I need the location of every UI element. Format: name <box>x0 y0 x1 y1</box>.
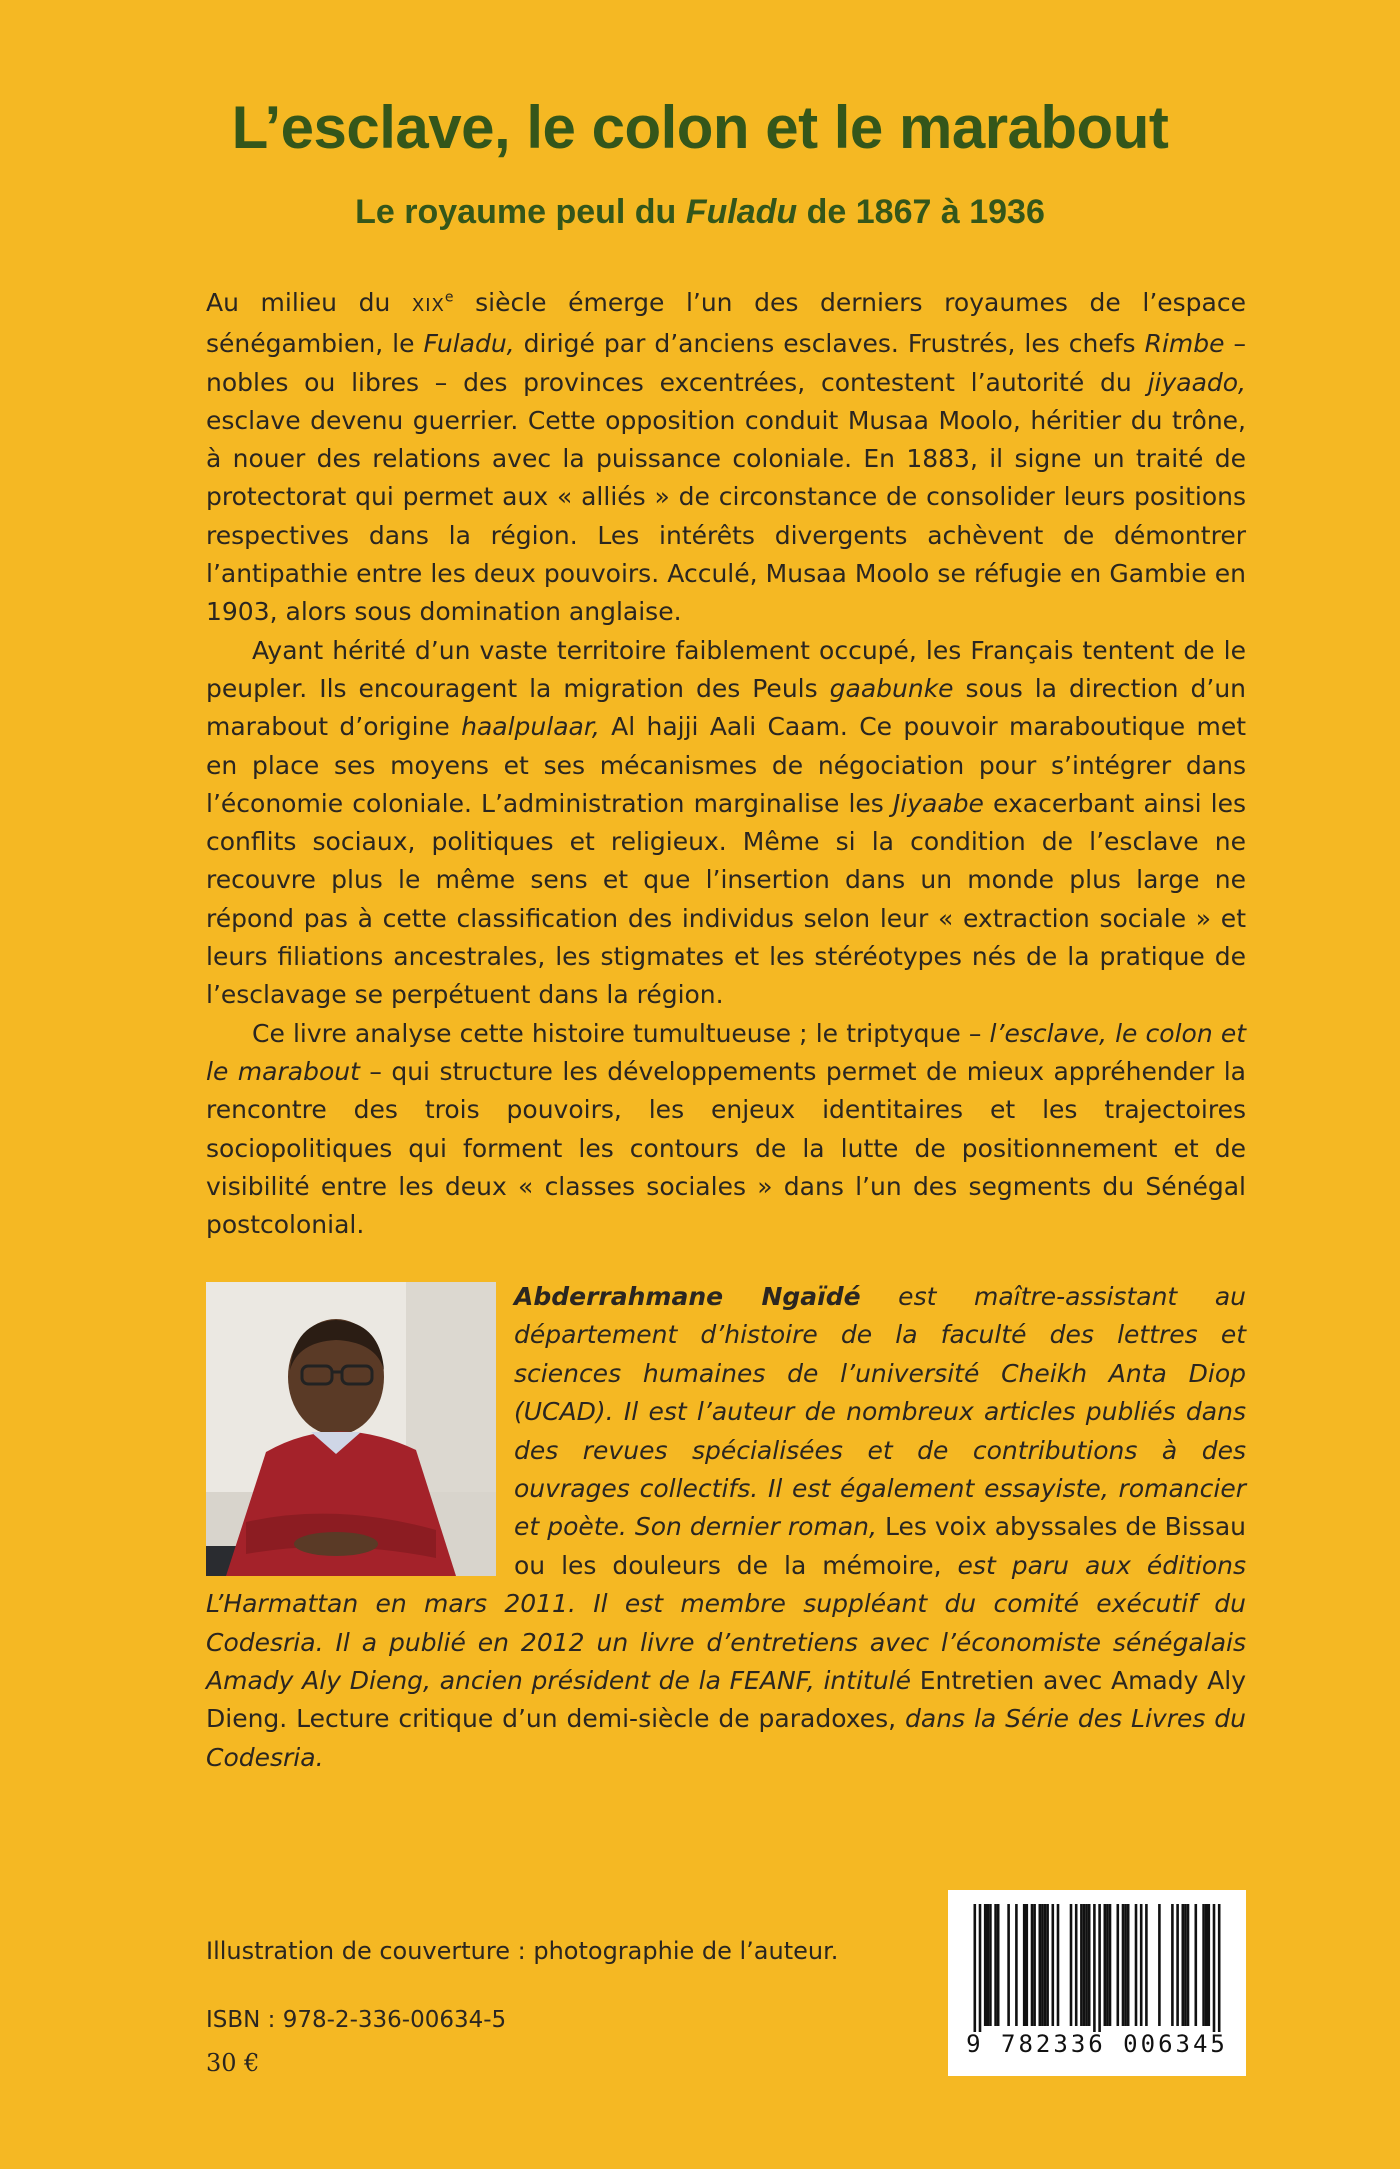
barcode-bar <box>1208 1904 1211 2026</box>
text-run: est maître-assistant au département d’histoire de la faculté des lettres et sciences humaines de l’université Cheikh Anta Diop (UCAD). Il est l’auteur de nombreux articles publiés dans des revues spécialisées et de contributions à des ouvrages collectifs. Il est également essayiste, romancier et poète. Son dernier roman, <box>514 1282 1246 1542</box>
barcode-bar <box>1218 1904 1221 2032</box>
text-run: Rimbe <box>1144 329 1225 359</box>
summary-paragraph <box>206 1015 1246 1245</box>
barcode-bar <box>1026 1904 1029 2026</box>
barcode-bar <box>1104 1904 1107 2026</box>
text-run: e <box>444 289 454 306</box>
text-run: est paru aux éditions L’Harmattan en mars 2011. Il est membre suppléant du comité exécutif du Codesria. Il a publié en 2012 un livre d’entretiens avec l’économiste sénégalais Amady Aly Dieng, ancien président de la FEANF, intitulé <box>206 1550 1246 1696</box>
barcode-bar <box>989 1904 992 2026</box>
author-section <box>206 1278 1246 1777</box>
barcode-bar <box>994 1904 997 2026</box>
barcode-bar <box>1122 1904 1125 2026</box>
text-run: siècle émerge l’un des derniers royaumes de l’espace sénégambien, le <box>206 288 1246 359</box>
text-run: esclave devenu guerrier. Cette opposition conduit Musaa Moolo, héritier du trône, à nouer des relations avec la puissance coloniale. En 1883, il signe un traité de protectorat qui permet aux « alliés » de circonstance de consolider leurs positions respectives dans la région. Les intérêts divergents achèvent de démontrer l’antipathie entre les deux pouvoirs. Acculé, Musaa Moolo se réfugie en Gambie en 1903, alors sous domination anglaise. <box>206 405 1246 627</box>
subtitle-italic-fuladu: Fuladu <box>685 193 798 231</box>
subtitle-text-start: Le royaume peul du <box>355 193 686 231</box>
book-price: 30 € <box>206 2049 260 2077</box>
barcode-bar <box>1039 1904 1042 2026</box>
barcode-bar <box>1033 1904 1036 2026</box>
barcode-bar <box>1109 1904 1112 2026</box>
barcode-digits: 9 782336 006345 <box>966 2030 1228 2058</box>
barcode-bar <box>1202 1904 1205 2026</box>
text-run: Fuladu, <box>423 329 515 359</box>
barcode-bar <box>987 1904 990 2026</box>
barcode-bar <box>1046 1904 1049 2026</box>
barcode-bar <box>1182 1904 1185 2026</box>
text-run: Al hajji Aali Caam. Ce pouvoir maraboutique met en place ses moyens et ses mécanismes de négociation pour s’intégrer dans l’économie coloniale. L’administration marginalise les <box>206 712 1246 818</box>
barcode-bar <box>1080 1904 1083 2026</box>
barcode-bar <box>1015 1904 1018 2026</box>
barcode-bar <box>1195 1904 1198 2026</box>
text-run: jiyaado, <box>1147 367 1246 397</box>
barcode-bar <box>1205 1904 1208 2026</box>
text-run: XIX <box>411 295 445 316</box>
book-title: L’esclave, le colon et le marabout <box>231 94 1169 161</box>
isbn-barcode <box>948 1890 1246 2076</box>
barcode-bar <box>1075 1904 1078 2026</box>
subtitle-text-end: de 1867 à 1936 <box>797 193 1045 231</box>
text-run: gaabunke <box>829 673 954 703</box>
barcode-bar <box>1184 1904 1187 2026</box>
barcode-bar <box>1171 1904 1174 2026</box>
text-run: exacerbant ainsi les conflits sociaux, politiques et religieux. Même si la condition de l’esclave ne recouvre plus le même sens et que l’insertion dans un monde plus large ne répond pas à cette classification des individus selon leur « extraction sociale » et leurs filiations ancestrales, les stigmates et les stéréotypes nés de la pratique de l’esclavage se perpétuent dans la région. <box>206 788 1246 1010</box>
barcode-bar <box>1023 1904 1026 2026</box>
barcode-bar <box>1176 1904 1179 2026</box>
text-run: sous la direction d’un marabout d’origine <box>206 673 1247 742</box>
summary-text <box>206 284 1246 1244</box>
barcode-bar <box>1031 1904 1034 2026</box>
barcode-bar <box>1057 1904 1060 2026</box>
barcode-bar <box>1127 1904 1130 2026</box>
barcode-bar <box>1052 1904 1055 2026</box>
text-run: – nobles ou libres – des provinces excentrées, contestent l’autorité du <box>206 329 1246 397</box>
text-run: Ayant hérité d’un vaste territoire faiblement occupé, les Français tentent de le peupler. Ils encouragent la migration des Peuls <box>206 635 1246 703</box>
barcode-bar <box>1044 1904 1047 2026</box>
barcode-bar <box>1187 1904 1190 2026</box>
barcode-bar <box>1083 1904 1086 2026</box>
isbn-number: ISBN : 978-2-336-00634-5 <box>206 2007 507 2033</box>
text-run: Entretien avec Amady Aly Dieng. Lecture critique d’un demi-siècle de paradoxes, <box>206 1666 1246 1734</box>
barcode-bar <box>1007 1904 1010 2026</box>
cover-illustration-caption: Illustration de couverture : photographie de l’auteur. <box>206 1937 839 1965</box>
barcode-bar <box>1213 1904 1216 2032</box>
barcode-bar <box>1088 1904 1091 2026</box>
barcode-bar <box>1140 1904 1143 2026</box>
author-photo <box>206 1282 496 1576</box>
text-run: dans la Série des Livres du Codesria. <box>206 1704 1246 1772</box>
barcode-bar <box>1158 1904 1161 2026</box>
barcode-bar <box>979 1904 982 2032</box>
barcode-bar <box>974 1904 977 2032</box>
barcode-bar <box>1093 1904 1096 2032</box>
text-run: – qui structure les développements permet de mieux appréhender la rencontre des trois pouvoirs, les enjeux identitaires et les trajectoires sociopolitiques qui forment les contours de la lutte de positionnement et de visibilité entre les deux « classes sociales » dans l’un des segments du Sénégal postcolonial. <box>206 1056 1246 1240</box>
text-run: Les voix abyssales de Bissau ou les douleurs de la mémoire, <box>514 1512 1246 1580</box>
barcode-bar <box>1117 1904 1120 2026</box>
barcode-bar <box>997 1904 1000 2026</box>
text-run: Ce livre analyse cette histoire tumultueuse ; le triptyque – <box>252 1018 990 1048</box>
summary-paragraph <box>206 284 1246 632</box>
barcode-bar <box>1098 1904 1101 2032</box>
barcode-bar <box>1106 1904 1109 2026</box>
text-run: Au milieu du <box>206 288 412 317</box>
barcode-bar <box>984 1904 987 2026</box>
barcode-bar <box>1124 1904 1127 2026</box>
text-run: haalpulaar, <box>461 712 600 742</box>
barcode-bar <box>1135 1904 1138 2026</box>
text-run: Jiyaabe <box>892 788 984 818</box>
text-run: Abderrahmane Ngaïdé <box>514 1282 861 1311</box>
text-run: l’esclave, le colon et le marabout <box>206 1018 1246 1086</box>
barcode-bar <box>1070 1904 1073 2026</box>
barcode-bar <box>1145 1904 1148 2026</box>
barcode-bar <box>1041 1904 1044 2026</box>
summary-paragraph <box>206 632 1246 1015</box>
author-portrait-image <box>206 1282 496 1576</box>
book-subtitle <box>0 190 1400 234</box>
text-run: dirigé par d’anciens esclaves. Frustrés, les chefs <box>514 329 1145 359</box>
barcode-bar <box>1085 1904 1088 2026</box>
